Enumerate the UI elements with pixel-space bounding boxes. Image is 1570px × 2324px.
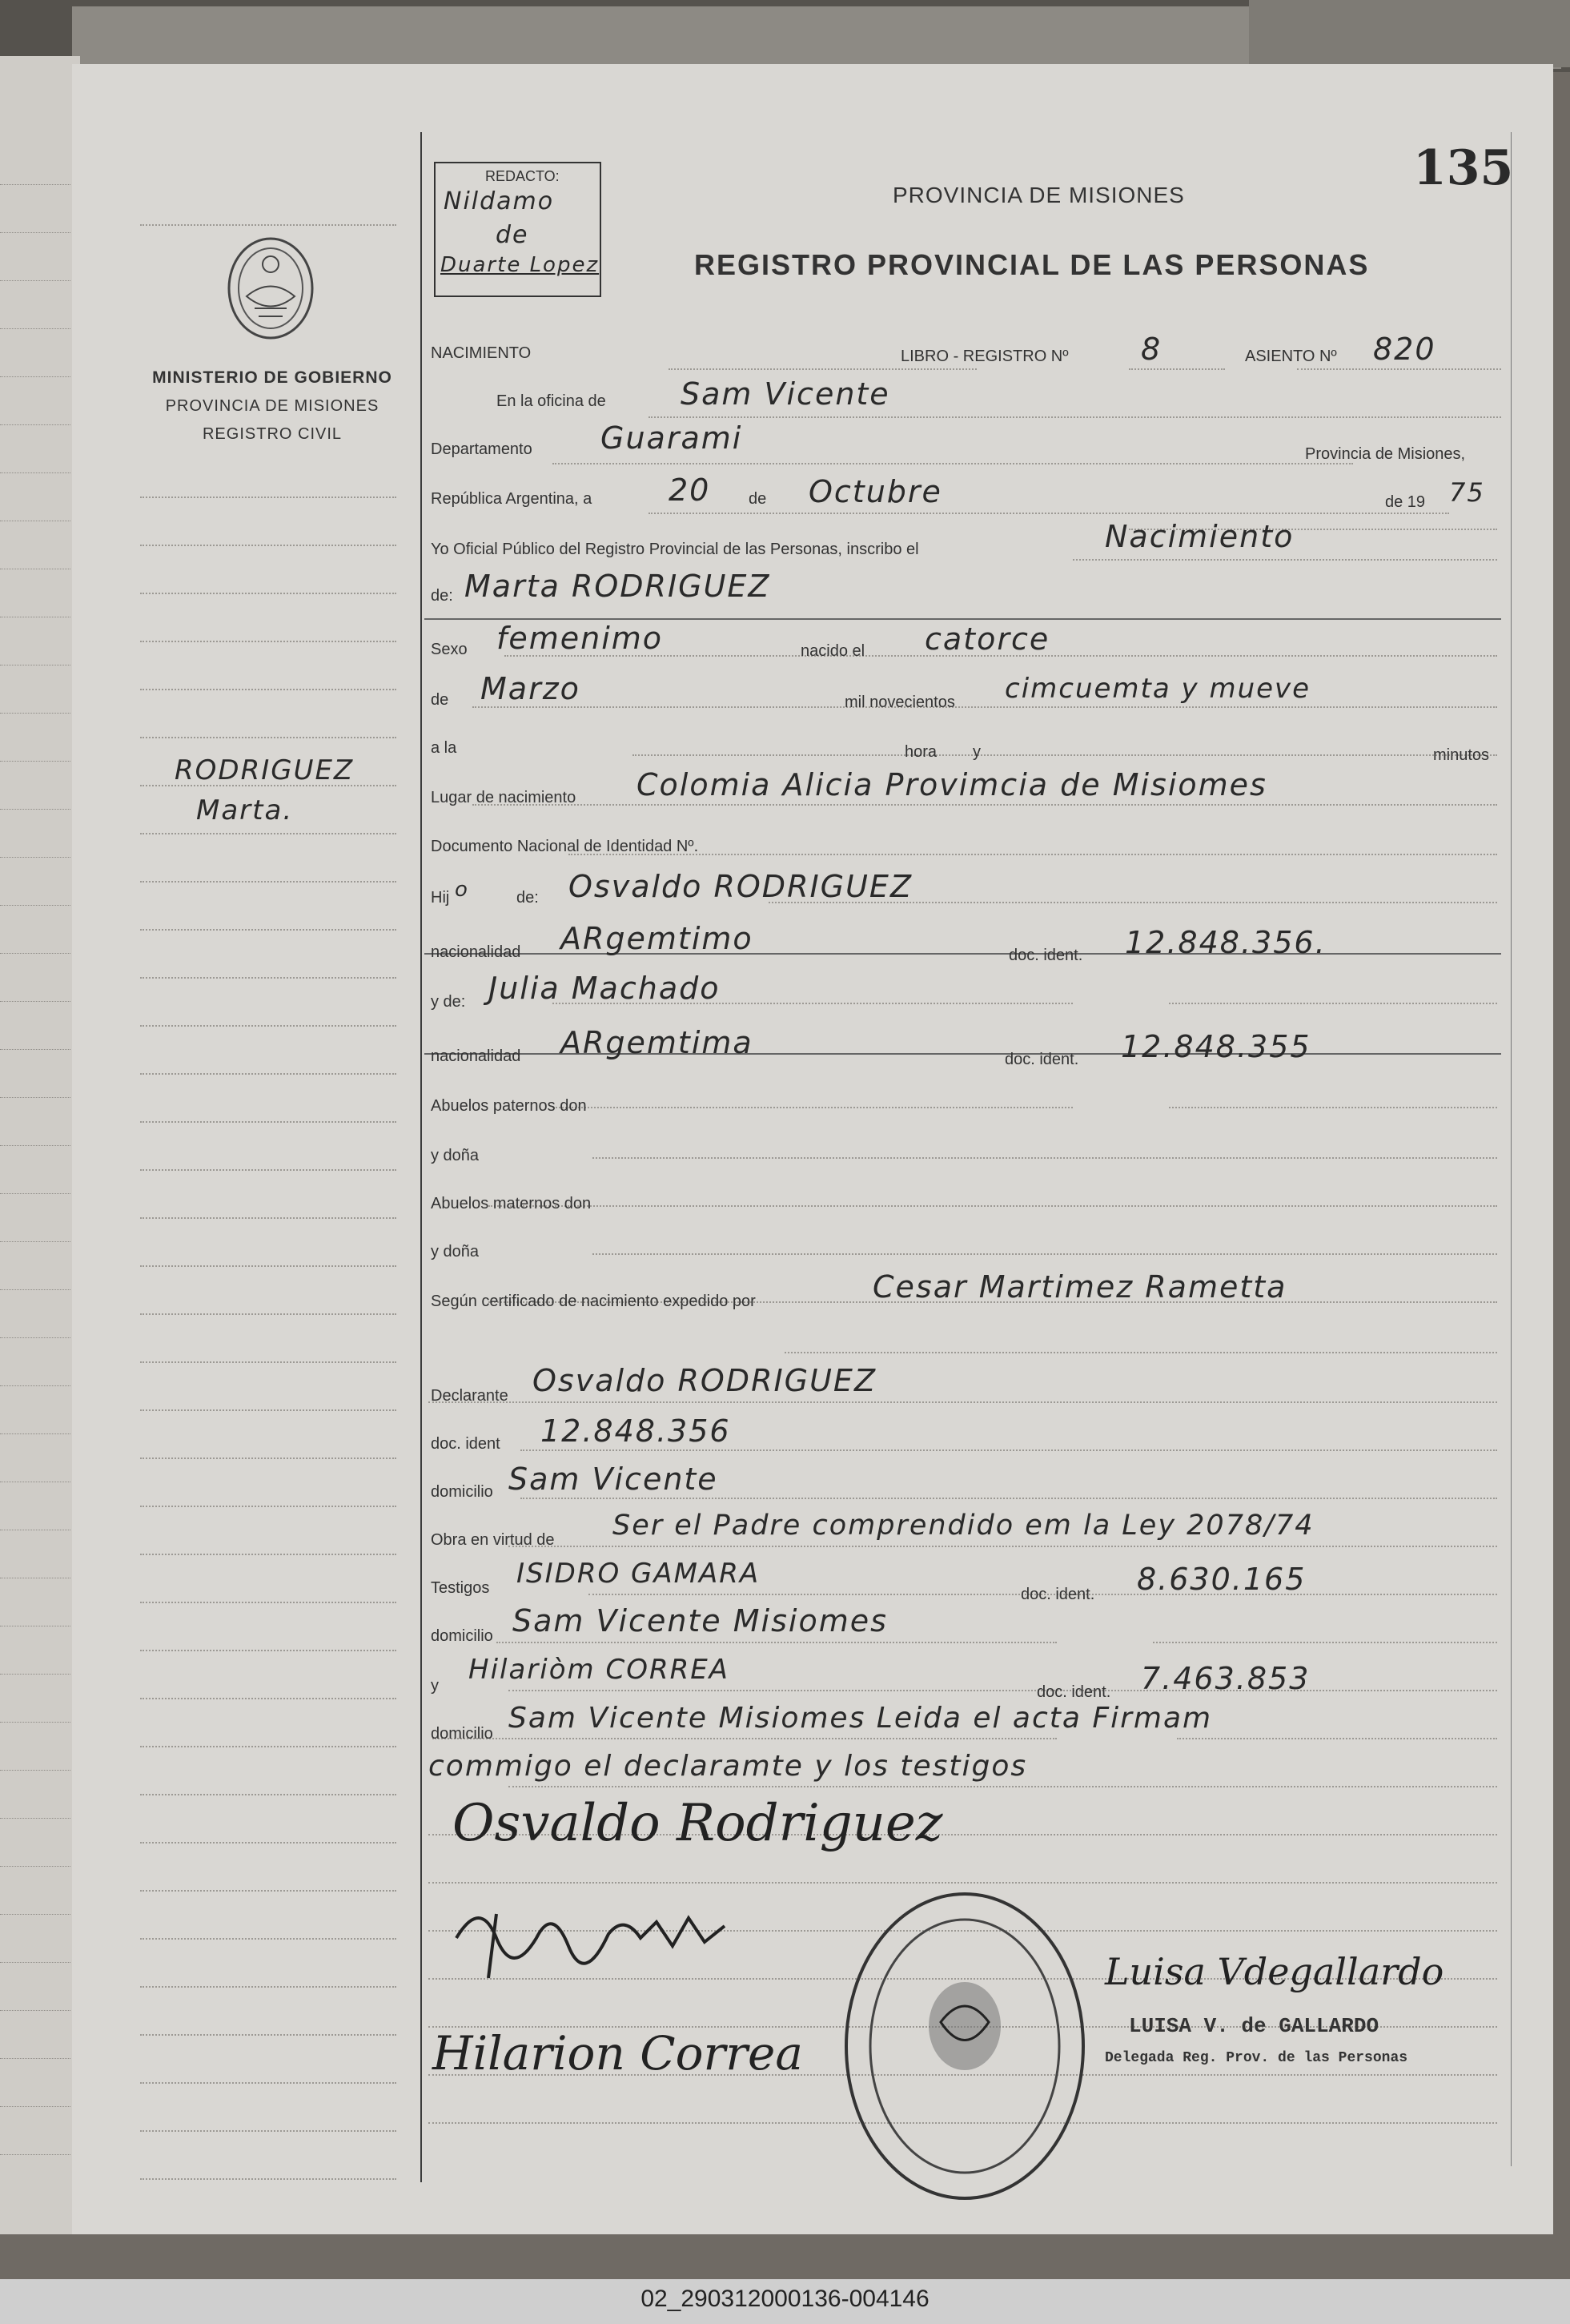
signature-testigo1-scribble [448,1890,737,1986]
ala-label: a la [431,739,457,757]
testigo2-dom: Sam Vicente Misiomes Leida el acta Firmam [508,1702,1213,1735]
republica-label: República Argentina, a [431,490,592,508]
y2-label: y [431,1677,439,1695]
hijo-label: Hij [431,889,450,907]
ministry-block [152,368,392,444]
nacimiento-label: NACIMIENTO [431,344,532,362]
official-seal-stamp [837,1886,1093,2206]
doc-madre-label: doc. ident. [1005,1051,1079,1068]
nac-padre-label: nacionalidad [431,943,521,961]
dia-value: 20 [669,472,711,508]
testigo2-doc: 7.463.853 [1141,1661,1311,1696]
testigo1-value: ISIDRO GAMARA [516,1558,761,1590]
de3-label: de [431,691,449,709]
document-page [72,64,1553,2234]
redacto-label: REDACTO: [485,168,560,184]
book-top-edge [0,0,1570,72]
redacto-name-1: Nildamo [444,187,555,215]
ministry-line3: REGISTRO CIVIL [202,425,343,443]
libro-label: LIBRO - REGISTRO Nº [901,348,1069,365]
minutos-label: minutos [1433,746,1490,764]
libro-value: 8 [1141,332,1162,367]
dni-label: Documento Nacional de Identidad Nº. [431,838,699,855]
mes-value: Octubre [809,474,942,509]
provincia-suffix: Provincia de Misiones, [1305,445,1466,463]
signature-oficial: Luisa Vdegallardo [1105,1950,1444,1993]
de4-label: de: [516,889,539,907]
oficial-cargo: Delegada Reg. Prov. de las Personas [1105,2050,1408,2066]
nac-padre-value: ARgemtimo [560,921,753,956]
caption-bar [0,2279,1570,2324]
domicilio-3-label: domicilio [431,1725,493,1743]
margin-note-surname: RODRIGUEZ [175,754,355,786]
segun-value: Cesar Martimez Rametta [873,1269,1287,1305]
lugar-value: Colomia Alicia Provimcia de Misiomes [636,767,1267,802]
asiento-label: ASIENTO Nº [1245,348,1337,365]
oficial-nombre: LUISA V. de GALLARDO [1129,2014,1379,2038]
ministry-line1: MINISTERIO DE GOBIERNO [152,368,392,387]
inscribo-value: Nacimiento [1105,519,1295,554]
nac-madre-value: ARgemtima [560,1025,753,1060]
oficina-value: Sam Vicente [681,376,890,412]
y-label: y [973,743,981,761]
testigo2-doc-label: doc. ident. [1037,1683,1111,1701]
declarante-doc: 12.848.356 [540,1413,731,1449]
hijo-suffix: o [455,878,469,902]
abuelos-mat-label: Abuelos maternos don [431,1195,592,1212]
oficina-label: En la oficina de [496,392,606,410]
testigo1-doc: 8.630.165 [1137,1562,1307,1597]
de19-label: de 19 [1385,493,1426,511]
departamento-label: Departamento [431,440,532,458]
ydona-1-label: y doña [431,1147,480,1164]
obra-label: Obra en virtud de [431,1531,555,1549]
hora-label: hora [905,743,938,761]
header-registry-title: REGISTRO PROVINCIAL DE LAS PERSONAS [694,248,1370,281]
yde-label: y de: [431,993,466,1011]
ministry-line2: PROVINCIA DE MISIONES [165,397,379,415]
signature-testigo2: Hilarion Correa [432,2026,803,2081]
left-page-fragment [0,56,80,2234]
lugar-label: Lugar de nacimiento [431,789,576,806]
sexo-value: femenimo [496,621,664,656]
abuelos-pat-label: Abuelos paternos don [431,1097,587,1115]
doc-padre-value: 12.848.356. [1125,925,1327,960]
declarante-dom: Sam Vicente [508,1462,718,1497]
cierre-value: commigo el declaramte y los testigos [428,1750,1028,1783]
doc-padre-label: doc. ident. [1009,947,1083,964]
page-number: 135 [1413,140,1514,196]
de2-label: de: [431,587,453,605]
departamento-value: Guarami [600,420,743,456]
declarante-value: Osvaldo RODRIGUEZ [532,1363,877,1398]
doc-madre-value: 12.848.355 [1121,1029,1311,1064]
testigos-label: Testigos [431,1579,490,1597]
segun-label: Según certificado de nacimiento expedido por [431,1293,756,1310]
header-province: PROVINCIA DE MISIONES [893,183,1185,207]
nombre-value: Marta RODRIGUEZ [464,569,771,604]
padre-value: Osvaldo RODRIGUEZ [568,869,913,904]
domicilio-2-label: domicilio [431,1627,493,1645]
mes-nac-value: Marzo [480,671,580,706]
madre-value: Julia Machado [488,971,721,1006]
sexo-label: Sexo [431,641,468,658]
mil-label: mil novecientos [845,694,955,711]
testigo1-doc-label: doc. ident. [1021,1586,1095,1603]
testigo1-dom: Sam Vicente Misiomes [512,1603,888,1638]
redacto-box [434,162,601,297]
redacto-name-2: de [496,221,529,249]
obra-value: Ser el Padre comprendido em la Ley 2078/74 [612,1510,1315,1542]
nac-madre-label: nacionalidad [431,1047,521,1065]
asiento-value: 820 [1373,332,1436,367]
right-vertical-line [1511,132,1512,2166]
book-cloth [1249,0,1570,67]
domicilio-1-label: domicilio [431,1483,493,1501]
redacto-name-3: Duarte Lopez [440,253,600,277]
margin-note-name: Marta. [196,794,294,826]
anio-nac-value: cimcuemta y mueve [1005,673,1311,705]
nacido-label: nacido el [801,642,865,660]
declarante-label: Declarante [431,1387,508,1405]
signature-declarante: Osvaldo Rodriguez [452,1794,943,1853]
ydona-2-label: y doña [431,1243,480,1261]
de-label: de [749,490,767,508]
nacido-value: catorce [925,621,1050,657]
margin-vertical-line [420,132,422,2182]
testigo2-value: Hilariòm CORREA [468,1654,729,1686]
coat-of-arms-emblem [223,228,319,344]
anio-value: 75 [1449,477,1485,508]
doc-ident2-label: doc. ident [431,1435,500,1453]
caption-text: 02_290312000136-004146 [640,2286,930,2312]
margin-column [140,224,396,2210]
yo-oficial-label: Yo Oficial Público del Registro Provincial de las Personas, inscribo el [431,541,919,558]
